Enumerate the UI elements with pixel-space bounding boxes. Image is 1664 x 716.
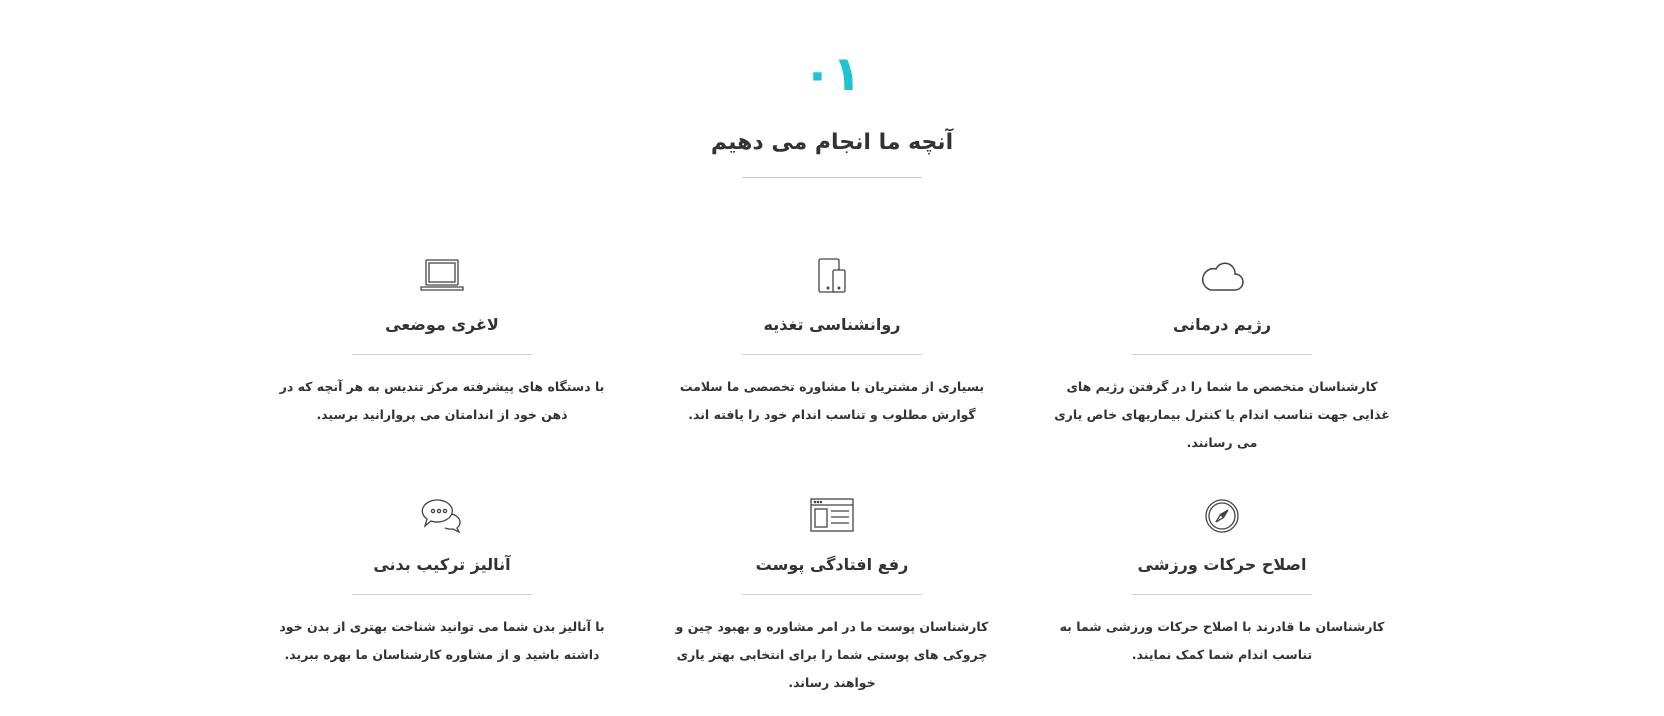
service-exercise-correction — [1042, 496, 1402, 669]
section-number: ٠١ — [802, 46, 862, 102]
service-title: رفع افتادگی پوست — [755, 555, 909, 574]
section-divider — [742, 177, 922, 178]
service-divider — [742, 354, 922, 355]
service-description: کارشناسان متخصص ما شما را در گرفتن رژیم های غذایی جهت تناسب اندام یا کنترل بیماریهای خاص یاری می رسانند. — [1054, 379, 1390, 450]
service-description: با دستگاه های پیشرفته مرکز تندیس به هر آنچه که در ذهن خود از اندامتان می پروارانید برسید. — [279, 379, 605, 422]
service-divider — [352, 354, 532, 355]
service-diet-therapy — [1042, 256, 1402, 457]
service-description: بسیاری از مشتریان با مشاوره تخصصی ما سلامت گوارش مطلوب و تناسب اندام خود را یافته اند. — [679, 379, 985, 422]
browser-window-icon — [809, 496, 855, 536]
service-skin-tightening — [652, 496, 1012, 697]
service-nutrition-psychology — [652, 256, 1012, 429]
service-title: رژیم درمانی — [1172, 315, 1272, 334]
chat-bubbles-icon — [419, 496, 465, 536]
service-divider — [742, 594, 922, 595]
service-divider — [1132, 354, 1312, 355]
cloud-icon — [1199, 256, 1245, 296]
service-description: کارشناسان ما قادرند با اصلاح حرکات ورزشی شما به تناسب اندام شما کمک نمایند. — [1059, 619, 1385, 662]
service-title: لاغری موضعی — [385, 315, 499, 334]
service-title: روانشناسی تغذیه — [763, 315, 901, 334]
service-body-composition — [262, 496, 622, 669]
laptop-icon — [419, 256, 465, 296]
service-description: با آنالیز بدن شما می توانید شناخت بهتری از بدن خود داشته باشید و از مشاوره کارشناسان ما بهره ببرید. — [279, 619, 605, 662]
service-title: اصلاح حرکات ورزشی — [1137, 555, 1307, 574]
compass-icon — [1199, 496, 1245, 536]
service-description: کارشناسان پوست ما در امر مشاوره و بهبود چین و چروکی های پوستی شما را برای انتخابی بهتر یاری خواهند رساند. — [675, 619, 989, 690]
service-divider — [1132, 594, 1312, 595]
tablet-phone-icon — [809, 256, 855, 296]
service-divider — [352, 594, 532, 595]
service-title: آنالیز ترکیب بدنی — [373, 555, 511, 574]
section-title: آنچه ما انجام می دهیم — [710, 130, 954, 155]
service-local-slimming — [262, 256, 622, 429]
